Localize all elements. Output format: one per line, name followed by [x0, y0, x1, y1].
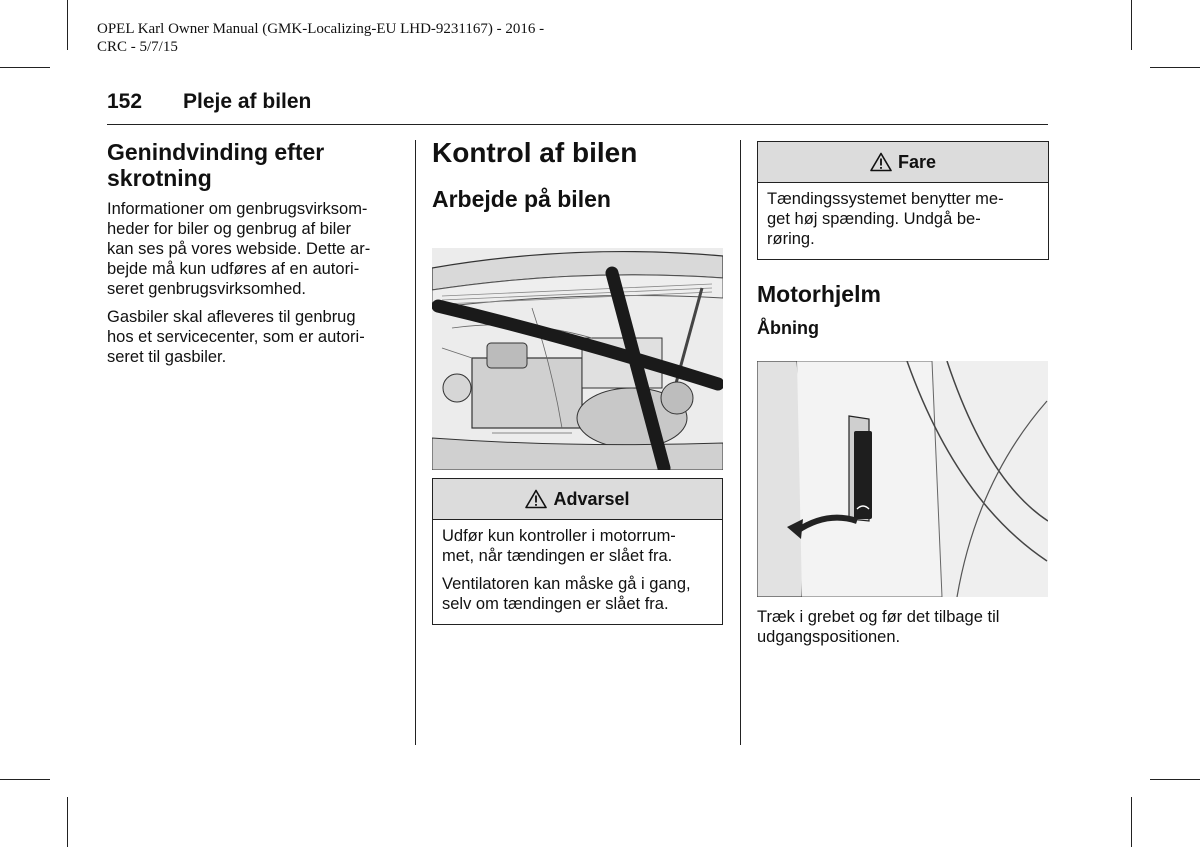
crop-mark — [1150, 779, 1200, 780]
page-number: 152 — [107, 90, 143, 113]
paragraph: Gasbiler skal afleveres til genbrug hos et servicecenter, som er autori- seret til gasbiler. — [107, 308, 365, 366]
body-text — [107, 199, 402, 367]
column-divider — [740, 140, 741, 745]
paragraph: Ventilatoren kan måske gå i gang, selv om tændingen er slået fra. — [442, 575, 691, 613]
hood-release-figure — [757, 361, 1048, 597]
column-1 — [107, 139, 402, 375]
danger-label: Fare — [897, 151, 937, 172]
warning-triangle-icon — [870, 152, 892, 172]
engine-bay-crossed-illustration-icon — [432, 248, 723, 470]
subsection-heading: Arbejde på bilen — [432, 186, 611, 212]
crop-mark — [67, 797, 68, 847]
crop-mark — [0, 67, 50, 68]
hood-release-lever-illustration-icon — [757, 361, 1048, 597]
crop-mark — [0, 779, 50, 780]
section-title: Pleje af bilen — [183, 90, 312, 113]
paragraph: Udfør kun kontroller i motorrum- met, når tændingen er slået fra. — [442, 527, 676, 565]
danger-body: Tændingssystemet benytter me- get høj spænding. Undgå be- røring. — [767, 190, 1004, 248]
engine-bay-figure — [432, 248, 723, 470]
crop-mark — [1131, 797, 1132, 847]
column-divider — [415, 140, 416, 745]
danger-box — [757, 141, 1049, 260]
chapter-title: Kontrol af bilen — [432, 137, 638, 168]
crop-mark — [67, 0, 68, 50]
section-heading: Genindvinding efter skrotning — [107, 139, 325, 191]
meta-line: CRC - 5/7/15 — [97, 39, 178, 55]
paragraph: Informationer om genbrugsvirksom- heder for biler og genbrug af biler kan ses på vores webside. Dette ar- bejde må kun udføres af en autori- seret genbrugsvirksomhed. — [107, 200, 371, 298]
warning-box — [432, 478, 723, 625]
figure-caption: Træk i grebet og før det tilbage til udgangspositionen. — [757, 608, 1000, 646]
meta-line: OPEL Karl Owner Manual (GMK-Localizing-EU LHD-9231167) - 2016 - — [97, 21, 545, 37]
subsection-heading: Motorhjelm — [757, 281, 881, 307]
warning-body — [433, 520, 722, 614]
header-rule — [107, 124, 1048, 125]
danger-header — [758, 142, 1048, 183]
crop-mark — [1131, 0, 1132, 50]
warning-header — [433, 479, 722, 520]
document-meta — [97, 20, 617, 56]
warning-label: Advarsel — [553, 488, 630, 509]
crop-mark — [1150, 67, 1200, 68]
warning-triangle-icon — [525, 489, 547, 509]
subsubsection-heading: Åbning — [757, 318, 819, 338]
